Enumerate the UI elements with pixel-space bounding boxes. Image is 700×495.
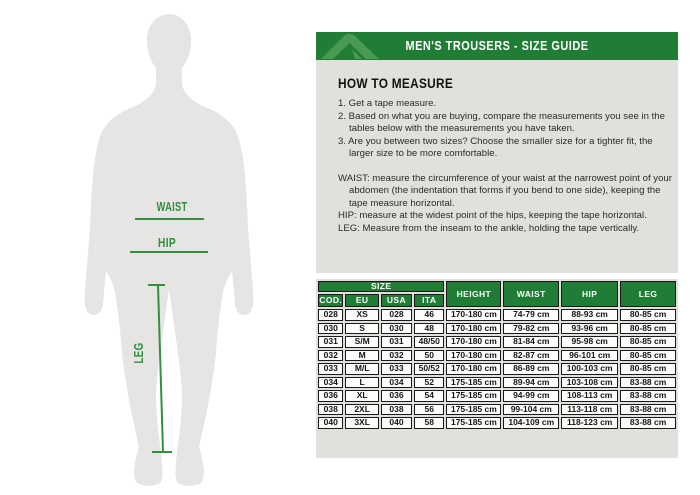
size-table-cell: 033: [318, 363, 343, 375]
size-table-cell: 56: [414, 404, 444, 416]
size-table-cell: 50: [414, 350, 444, 362]
size-table-cell: 79-82 cm: [503, 323, 559, 335]
size-table-cell: 033: [381, 363, 412, 375]
size-table-cell: 031: [381, 336, 412, 348]
size-table-cell: 48: [414, 323, 444, 335]
size-table-cell: 175-185 cm: [446, 417, 501, 429]
size-table-cell: 80-85 cm: [620, 323, 676, 335]
size-table-cell: 3XL: [345, 417, 378, 429]
size-guide-panel: [316, 32, 678, 458]
size-table-cell: M: [345, 350, 378, 362]
size-table-row: [318, 390, 676, 402]
size-table-row: [318, 363, 676, 375]
measure-definition: LEG: Measure from the inseam to the ankle, holding the tape vertically.: [338, 222, 640, 234]
size-table-cell: 100-103 cm: [561, 363, 618, 375]
size-table-row: [318, 309, 676, 321]
ita-column-header: ITA: [414, 294, 444, 307]
how-to-measure-section: [316, 60, 678, 273]
size-table-cell: M/L: [345, 363, 378, 375]
size-table-cell: 170-180 cm: [446, 323, 501, 335]
size-table-cell: 93-96 cm: [561, 323, 618, 335]
size-table-cell: 030: [381, 323, 412, 335]
leg-label: LEG: [132, 336, 146, 364]
size-table-cell: 83-88 cm: [620, 390, 676, 402]
size-table-cell: 94-99 cm: [503, 390, 559, 402]
measure-steps: [338, 98, 672, 161]
size-table-cell: 96-101 cm: [561, 350, 618, 362]
size-table-cell: 2XL: [345, 404, 378, 416]
size-table-cell: 032: [318, 350, 343, 362]
measure-definition: WAIST: measure the circumference of your waist at the narrowest point of your abdomen (the indentation that forms if you bend to one side), keeping the tape measure horizontal.: [338, 172, 672, 209]
size-table-cell: S: [345, 323, 378, 335]
size-table-cell: 50/52: [414, 363, 444, 375]
size-table-cell: 46: [414, 309, 444, 321]
size-table-cell: 103-108 cm: [561, 377, 618, 389]
size-table-cell: 80-85 cm: [620, 350, 676, 362]
page-title: MEN'S TROUSERS - SIZE GUIDE: [405, 38, 589, 53]
measure-step: 1. Get a tape measure.: [338, 98, 437, 109]
size-table-cell: 031: [318, 336, 343, 348]
size-table-cell: 81-84 cm: [503, 336, 559, 348]
size-table-cell: 028: [318, 309, 343, 321]
size-table-cell: XS: [345, 309, 378, 321]
size-table-row: [318, 336, 676, 348]
size-table-cell: 175-185 cm: [446, 404, 501, 416]
size-table-cell: 170-180 cm: [446, 336, 501, 348]
hip-column-header: HIP: [561, 281, 618, 307]
size-table-cell: 54: [414, 390, 444, 402]
size-table-cell: 104-109 cm: [503, 417, 559, 429]
cod-column-header: COD.: [319, 295, 343, 305]
how-to-measure-heading: HOW TO MEASURE: [338, 76, 454, 91]
measure-step: 3. Are you between two sizes? Choose the smaller size for a tighter fit, the larger size to be more comfortable.: [338, 135, 653, 159]
size-table-cell: 028: [381, 309, 412, 321]
size-table-cell: 170-180 cm: [446, 309, 501, 321]
size-table-cell: 038: [318, 404, 343, 416]
size-table-cell: L: [345, 377, 378, 389]
size-table-cell: 118-123 cm: [561, 417, 618, 429]
size-table-cell: XL: [345, 390, 378, 402]
size-table-cell: 58: [414, 417, 444, 429]
size-table-cell: 74-79 cm: [503, 309, 559, 321]
size-table-cell: 032: [381, 350, 412, 362]
size-table-cell: 80-85 cm: [620, 363, 676, 375]
leg-column-header: LEG: [620, 281, 676, 307]
size-table-cell: 83-88 cm: [620, 417, 676, 429]
size-table-cell: 108-113 cm: [561, 390, 618, 402]
size-table-row: [318, 323, 676, 335]
size-table-cell: 038: [381, 404, 412, 416]
size-table-cell: 52: [414, 377, 444, 389]
size-table-cell: 89-94 cm: [503, 377, 559, 389]
measure-definition: HIP: measure at the widest point of the hips, keeping the tape horizontal.: [338, 210, 647, 221]
size-table-cell: 83-88 cm: [620, 377, 676, 389]
size-table-cell: 036: [318, 390, 343, 402]
size-table-cell: 040: [318, 417, 343, 429]
panel-header: [316, 32, 678, 60]
size-table-cell: 170-180 cm: [446, 363, 501, 375]
size-table-cell: 83-88 cm: [620, 404, 676, 416]
height-column-header: HEIGHT: [446, 281, 501, 307]
measure-step: 2. Based on what you are buying, compare the measurements you see in the tables below with the measurements you have taken.: [338, 110, 665, 134]
size-table-cell: 86-89 cm: [503, 363, 559, 375]
waist-column-header: WAIST: [503, 281, 559, 307]
size-table-cell: 036: [381, 390, 412, 402]
eu-column-header: EU: [345, 294, 378, 307]
size-table-row: [318, 417, 676, 429]
size-table-cell: 80-85 cm: [620, 336, 676, 348]
size-table-cell: 030: [318, 323, 343, 335]
size-group-header: SIZE: [318, 281, 444, 292]
size-table-section: [316, 279, 678, 458]
size-table-cell: S/M: [345, 336, 378, 348]
size-table-cell: 175-185 cm: [446, 377, 501, 389]
size-table-row: [318, 404, 676, 416]
size-table-row: [318, 350, 676, 362]
size-table-cell: 82-87 cm: [503, 350, 559, 362]
size-table-cell: 95-98 cm: [561, 336, 618, 348]
body-measurement-figure: [0, 0, 310, 495]
size-table-row: [318, 377, 676, 389]
size-table-cell: 175-185 cm: [446, 390, 501, 402]
size-table-cell: 040: [381, 417, 412, 429]
size-table-cell: 48/50: [414, 336, 444, 348]
size-table-cell: 170-180 cm: [446, 350, 501, 362]
waist-label: WAIST: [156, 200, 188, 214]
hip-label: HIP: [158, 236, 176, 250]
size-table-cell: 80-85 cm: [620, 309, 676, 321]
size-table-cell: 88-93 cm: [561, 309, 618, 321]
size-table-cell: 034: [318, 377, 343, 389]
size-table-cell: 034: [381, 377, 412, 389]
measure-definitions: [338, 173, 672, 236]
size-table-cell: 99-104 cm: [503, 404, 559, 416]
size-table: [316, 279, 678, 431]
size-table-cell: 113-118 cm: [561, 404, 618, 416]
usa-column-header: USA: [381, 294, 412, 307]
